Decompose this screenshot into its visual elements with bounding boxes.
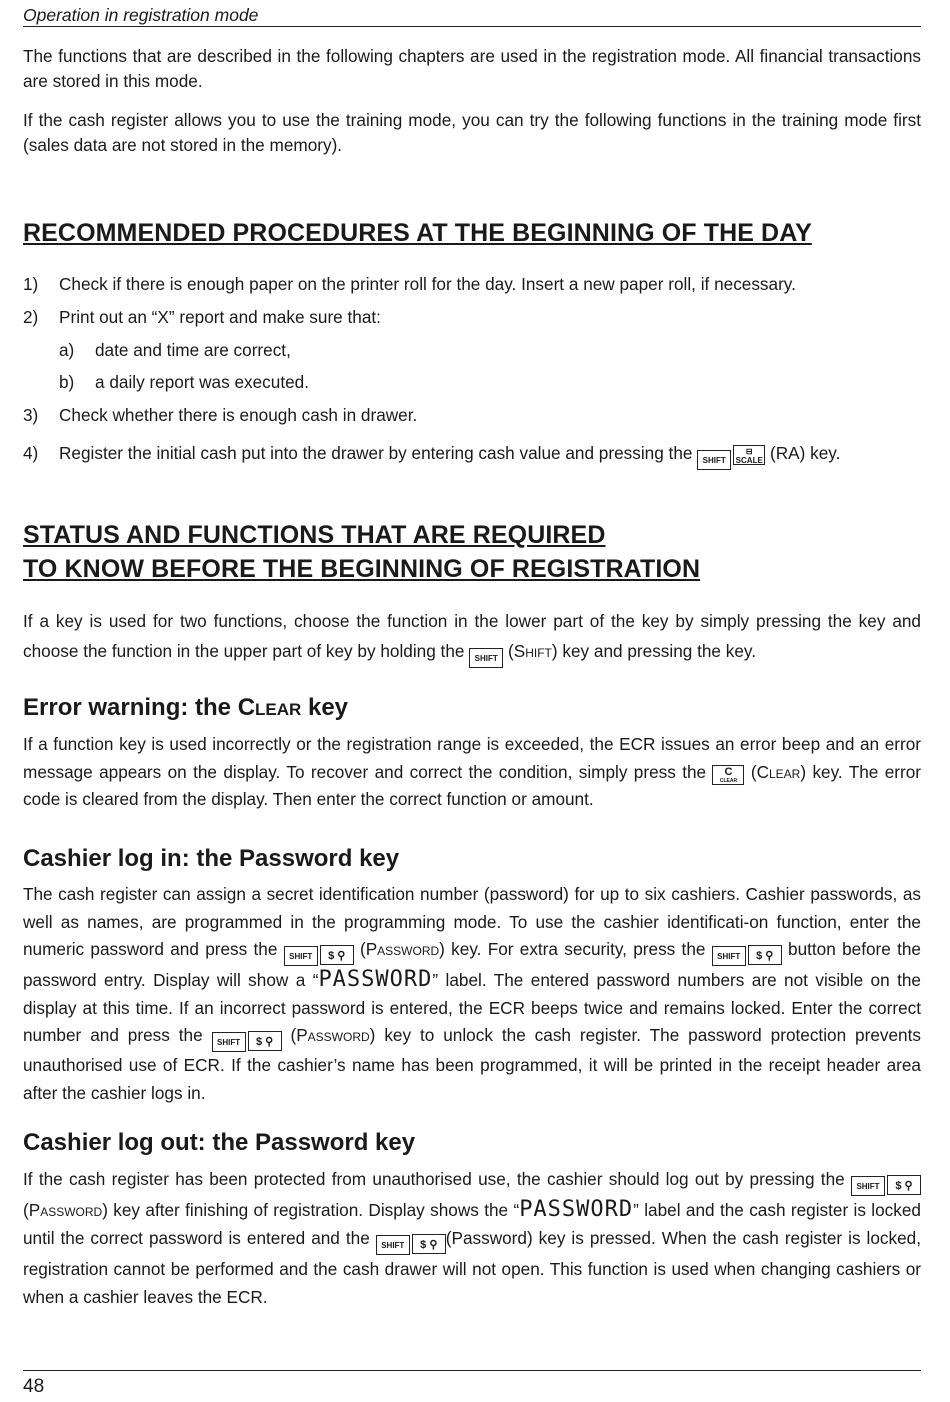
shift-key-icon: SHIFT — [712, 946, 746, 966]
shift-key-icon: SHIFT — [851, 1176, 885, 1196]
running-title: Operation in registration mode — [23, 5, 259, 25]
section4-paragraph: The cash register can assign a secret identification number (password) for up to six cashiers. Cashier passwords, as well as names, are programmed in the programming mode. To use the cashier identificati-on function, enter the numeric password and press the SHIFT $ ⚲ (Password) key. For extra security, press the SHIFT $ ⚲ button before the password entry. Display will show a “PASSWORD” label. The entered password numbers are not visible on the display at this time. If an incorrect password is entered, the ECR beeps twice and remains locked. Enter the correct number and press the SHIFT $ ⚲ (Password) key to unlock the cash register. The password protection prevents unauthorised use of ECR. If the cashier’s name has been programmed, it will be printed in the receipt header area after the cashier logs in. — [23, 884, 921, 1103]
shift-key-icon: SHIFT — [376, 1235, 410, 1255]
shift-key-icon: SHIFT — [469, 648, 503, 668]
intro-paragraph-1: The functions that are described in the following chapters are used in the registration mode. All financial transactions are stored in this mode. — [23, 46, 921, 91]
lcd-password-label: PASSWORD — [519, 1197, 634, 1222]
section-heading-beginning-of-day: RECOMMENDED PROCEDURES AT THE BEGINNING OF THE DAY — [23, 219, 812, 247]
password-key-icon: $ ⚲ — [412, 1234, 446, 1254]
footer-rule — [23, 1370, 921, 1371]
intro-paragraph-2: If the cash register allows you to use the training mode, you can try the following functions in the training mode first (sales data are not stored in the memory). — [23, 110, 921, 155]
password-key-icon: $ ⚲ — [320, 945, 354, 965]
password-key-icon: $ ⚲ — [748, 945, 782, 965]
scale-key-icon: ⊟ SCALE — [733, 445, 765, 465]
section2-paragraph: If a key is used for two functions, choose the function in the lower part of the key by simply pressing the key and choose the function in the upper part of key by holding the SHIFT (Shift) key and pressing the key. — [23, 606, 921, 668]
running-header — [23, 4, 921, 27]
section5-paragraph: If the cash register has been protected from unauthorised use, the cashier should log out by pressing the SHIFT $ ⚲ (Password) key after finishing of registration. Display shows the “PASSWORD” label and the cash register is locked until the correct password is entered and the SHIFT $ ⚲ (Password) key is pressed. When the cash register is locked, registration cannot be performed and the cash drawer will not open. This function is used when changing cashiers or when a cashier leaves the ECR. — [23, 1169, 921, 1307]
section3-paragraph: If a function key is used incorrectly or the registration range is exceeded, the ECR issues an error beep and an error message appears on the display. To recover and correct the condition, simply press the C CLEAR (Clear) key. The error code is cleared from the display. Then enter the correct function or amount. — [23, 734, 922, 809]
page-number: 48 — [23, 1376, 45, 1397]
section-heading-error-warning: Error warning: the Clear key — [23, 694, 349, 721]
lcd-password-label: PASSWORD — [318, 967, 433, 992]
clear-key-icon: C CLEAR — [712, 765, 744, 785]
section-heading-cashier-log-out: Cashier log out: the Password key — [23, 1129, 416, 1156]
shift-key-icon: SHIFT — [284, 946, 318, 966]
shift-key-icon: SHIFT — [212, 1032, 246, 1052]
password-key-icon: $ ⚲ — [887, 1175, 921, 1195]
shift-key-icon: SHIFT — [697, 450, 731, 470]
section-heading-status-and-functions: STATUS AND FUNCTIONS THAT ARE REQUIRED TO KNOW BEFORE THE BEGINNING OF REGISTRATION — [23, 521, 701, 583]
password-key-icon: $ ⚲ — [248, 1031, 282, 1051]
section-heading-cashier-log-in: Cashier log in: the Password key — [23, 845, 400, 872]
